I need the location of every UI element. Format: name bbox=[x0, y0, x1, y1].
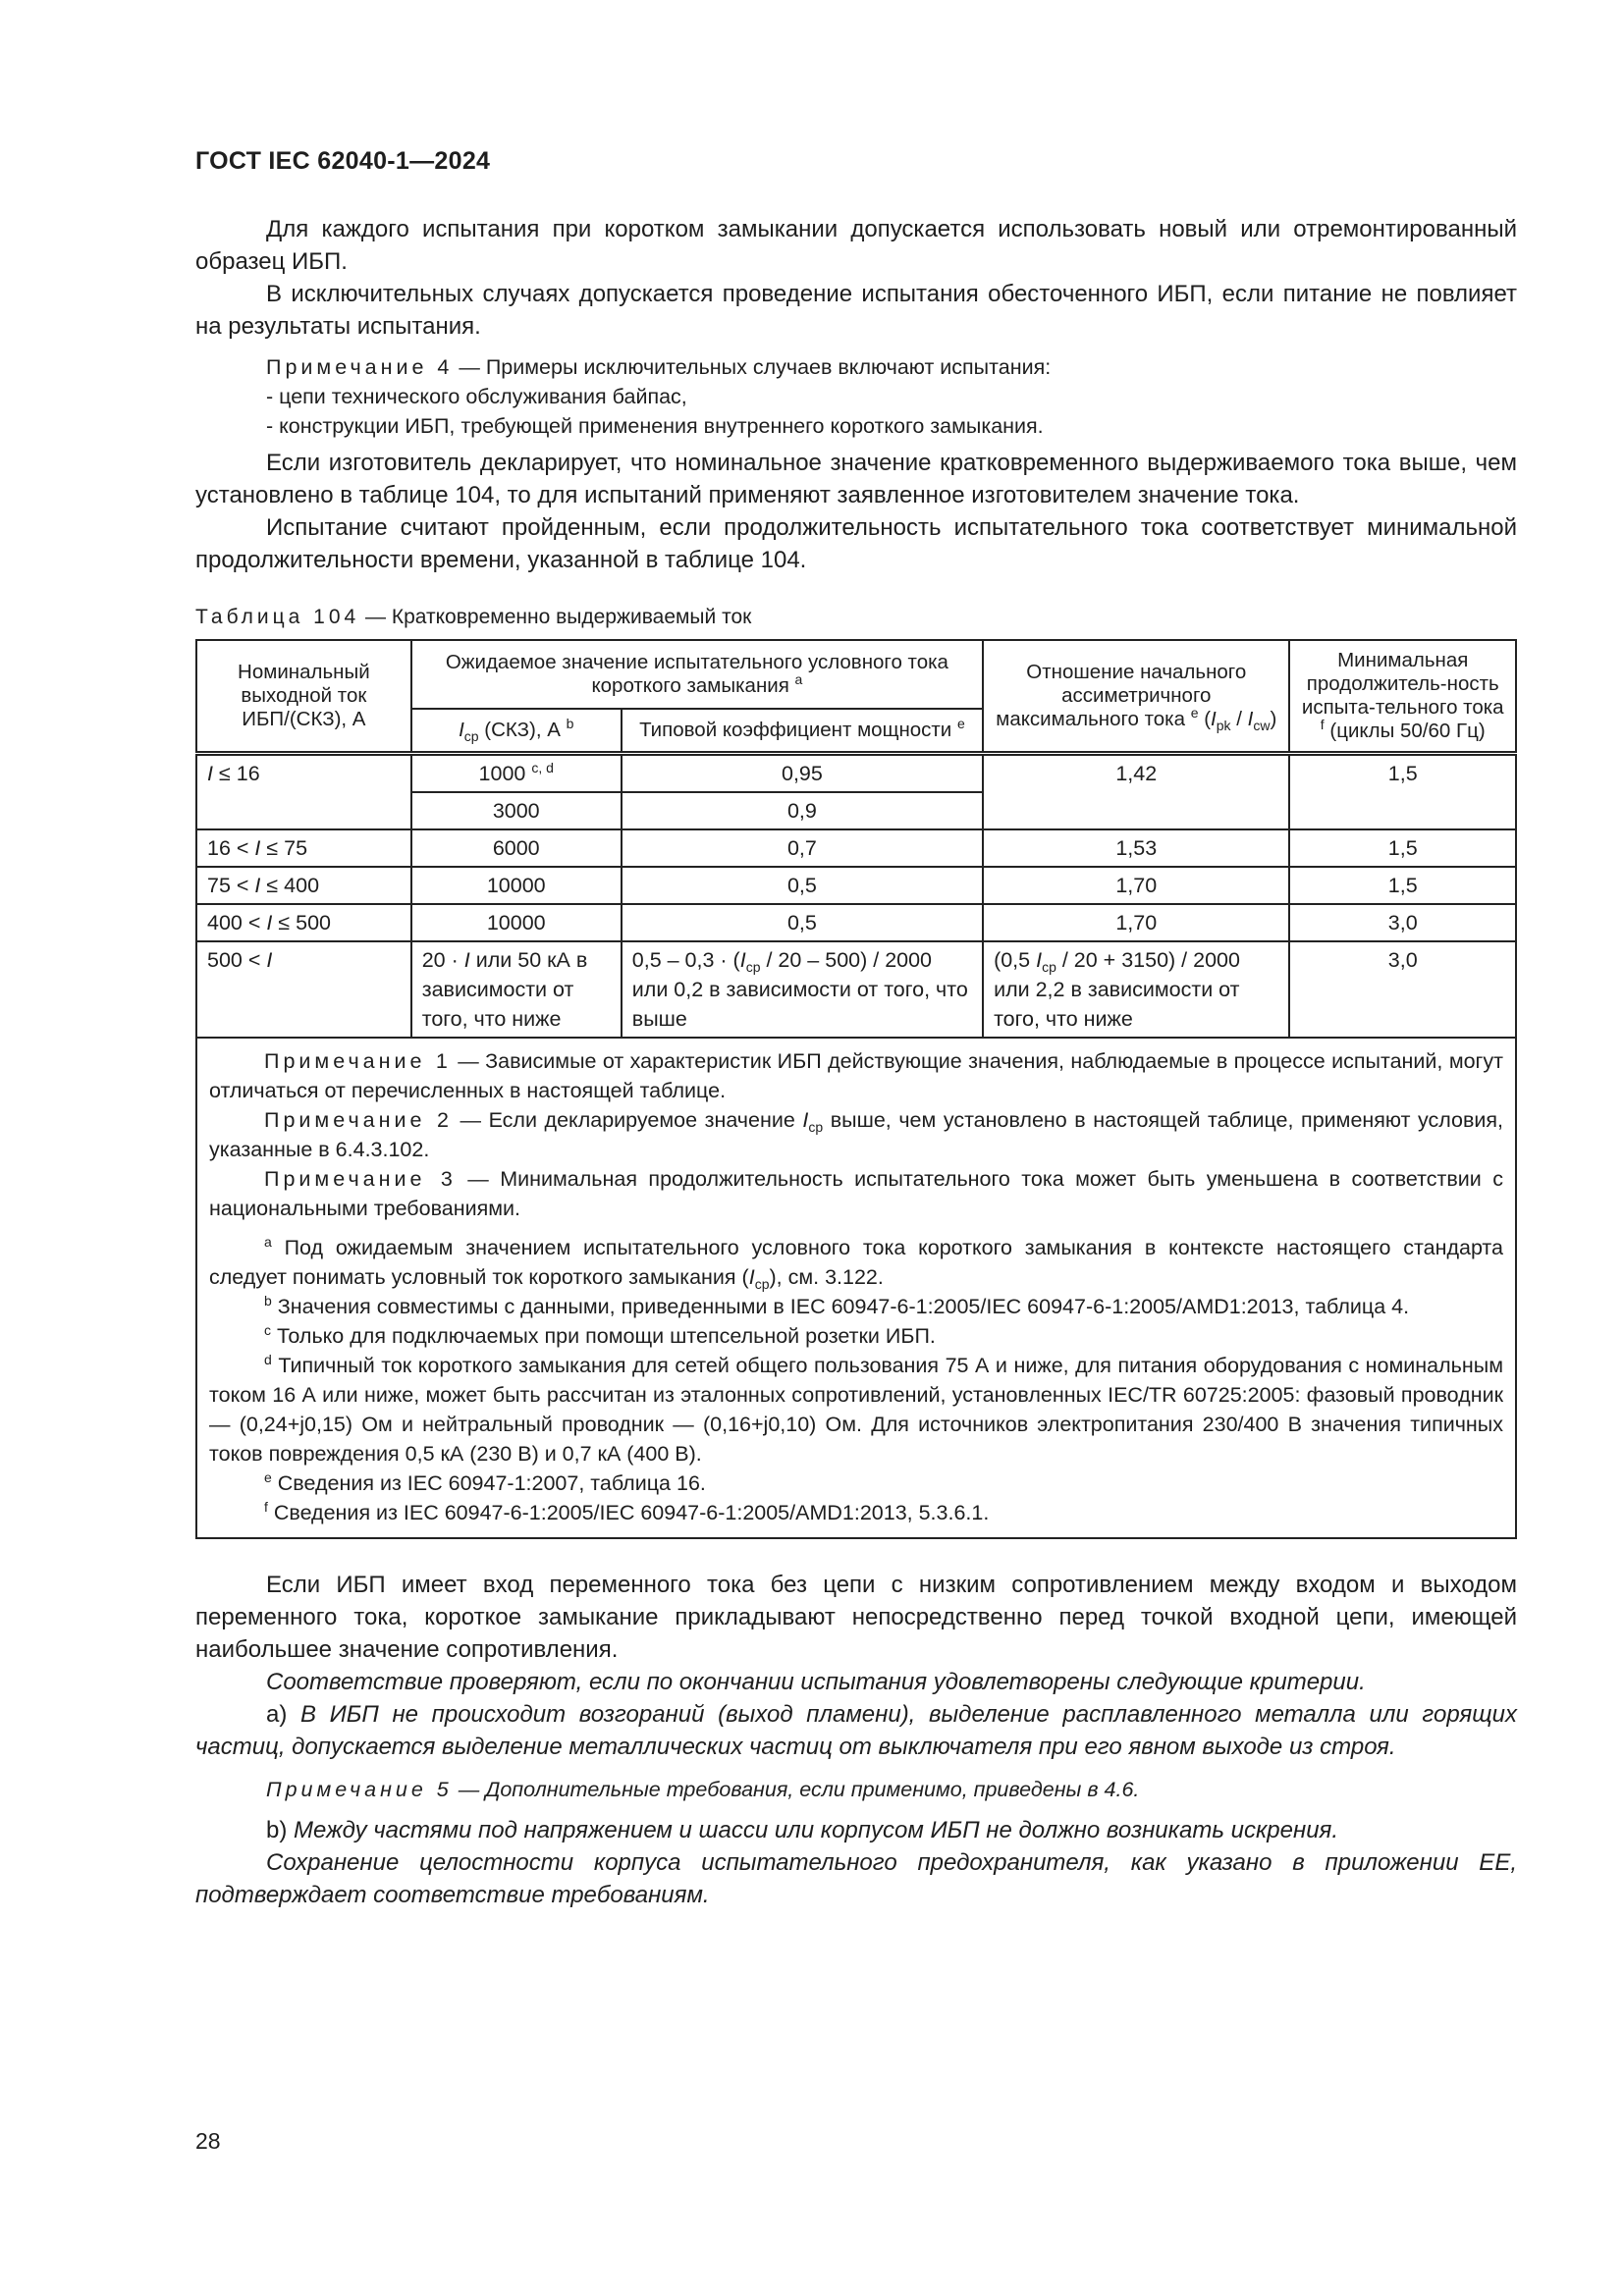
document-page bbox=[195, 147, 1517, 1911]
footnote-marker: a bbox=[264, 1234, 272, 1250]
note-5 bbox=[195, 1775, 1517, 1804]
text-segment: 20 · bbox=[421, 948, 464, 972]
text-segment: 16 < bbox=[207, 836, 255, 860]
text-segment: / bbox=[1230, 708, 1248, 730]
text-segment: — Если декларируемое значение bbox=[452, 1108, 803, 1132]
paragraph-compliance: Соответствие проверяют, если по окончании испытания удовлетворены следующие критерии. bbox=[266, 1669, 1366, 1695]
table-row bbox=[196, 867, 1516, 904]
text-segment: ≤ 500 bbox=[272, 911, 331, 934]
subscript: ср bbox=[463, 727, 479, 744]
cell-ratio bbox=[983, 941, 1289, 1038]
footnote-marker: c, d bbox=[531, 760, 554, 775]
cell-duration: 1,5 bbox=[1289, 754, 1516, 830]
criterion-text: В ИБП не происходит возгораний (выход пламени), выделение расплавленного металла или горящих частиц, допускается выделение металлических частиц от выключателя при его явном выходе из строя. bbox=[195, 1701, 1517, 1760]
caption-label: Таблица 104 bbox=[195, 606, 360, 628]
note-label: Примечание 1 bbox=[264, 1049, 452, 1073]
note-4 bbox=[195, 352, 1517, 441]
variable: I bbox=[463, 948, 470, 972]
criterion-b bbox=[195, 1814, 1517, 1846]
cell-range bbox=[196, 941, 411, 1038]
cell-ratio: 1,70 bbox=[983, 904, 1289, 941]
caption-text: — Кратковременно выдерживаемый ток bbox=[359, 606, 752, 628]
table-caption bbox=[195, 606, 1517, 629]
note-label: Примечание 3 bbox=[264, 1167, 457, 1191]
header-icp bbox=[411, 709, 622, 754]
paragraph: Для каждого испытания при коротком замыкании допускается использовать новый или отремонтированный образец ИБП. bbox=[195, 216, 1517, 275]
subscript: cw bbox=[1253, 718, 1271, 733]
text-segment: ≤ 16 bbox=[212, 762, 260, 785]
cell-range bbox=[196, 829, 411, 867]
footnote-marker: a bbox=[794, 670, 803, 687]
footnote-c bbox=[209, 1321, 1503, 1351]
text-segment: Только для подключаемых при помощи штепсельной розетки ИБП. bbox=[271, 1324, 936, 1348]
text-segment: / 20 – 500) / 2000 или 0,2 в зависимости от того, что выше bbox=[631, 948, 968, 1031]
table-note-2 bbox=[209, 1105, 1503, 1164]
text-segment: или 50 кА в зависимости от того, что ниже bbox=[421, 948, 588, 1031]
note-label: Примечание 5 bbox=[266, 1778, 453, 1801]
cell-pf: 0,5 bbox=[622, 904, 983, 941]
cell-duration: 3,0 bbox=[1289, 941, 1516, 1038]
paragraph: Если ИБП имеет вход переменного тока без цепи с низким сопротивлением между входом и выходом переменного тока, короткое замыкание прикладывают непосредственно перед точкой входной цепи, имеющей наибольшее значение сопротивления. bbox=[195, 1572, 1517, 1663]
header-nominal-current: Номинальный выходной ток ИБП/(СКЗ), А bbox=[196, 640, 411, 754]
cell-icp bbox=[411, 754, 622, 793]
text-segment: Значения совместимы с данными, приведенными в IEC 60947-6-1:2005/IEC 60947-6-1:2005/AMD1:2013, таблица 4. bbox=[271, 1295, 1410, 1318]
text-segment: Под ожидаемым значением испытательного условного тока короткого замыкания в контексте настоящего стандарта следует понимать условный ток короткого замыкания ( bbox=[209, 1236, 1503, 1289]
header-min-duration bbox=[1289, 640, 1516, 754]
footnote-marker: f bbox=[1320, 717, 1325, 732]
footnote-a bbox=[209, 1233, 1503, 1292]
note-label: Примечание 2 bbox=[264, 1108, 453, 1132]
cell-pf: 0,5 bbox=[622, 867, 983, 904]
cell-ratio: 1,53 bbox=[983, 829, 1289, 867]
cell-pf: 0,7 bbox=[622, 829, 983, 867]
footnote-e bbox=[209, 1468, 1503, 1498]
text-segment: Минимальная продолжитель-ность испыта-тельного тока bbox=[1301, 649, 1504, 719]
text-segment: (циклы 50/60 Гц) bbox=[1324, 720, 1486, 742]
variable: I bbox=[207, 762, 213, 785]
text-segment: Типичный ток короткого замыкания для сетей общего пользования 75 А и ниже, для питания оборудования с номинальным током 16 А или ниже, может быть рассчитан из эталонных сопротивлений, установленных IEC/TR 60725:2005: фазовый проводник — (0,24+j0,15) Ом и нейтральный проводник — (0,16+j0,10) Ом. Для источников электропитания 230/400 В значения типичных токов повреждения 0,5 кА (230 В) и 0,7 кА (400 В). bbox=[209, 1354, 1503, 1466]
variable: I bbox=[254, 836, 261, 860]
footnote-marker: b bbox=[566, 715, 574, 731]
text-segment: 500 < bbox=[207, 948, 267, 972]
cell-range bbox=[196, 754, 411, 830]
cell-pf bbox=[622, 941, 983, 1038]
variable: I bbox=[1211, 708, 1217, 730]
text-segment: 10000 bbox=[486, 874, 546, 897]
text-segment: Сведения из IEC 60947-6-1:2005/IEC 60947-6-1:2005/AMD1:2013, 5.3.6.1. bbox=[267, 1501, 990, 1524]
subscript: ср bbox=[745, 959, 761, 975]
footnote-marker: c bbox=[264, 1322, 271, 1338]
text-segment: 6000 bbox=[492, 836, 540, 860]
paragraph: Если изготовитель декларирует, что номинальное значение кратковременного выдерживаемого тока выше, чем установлено в таблице 104, то для испытаний применяют заявленное изготовителем значение тока. bbox=[195, 450, 1517, 508]
table-row bbox=[196, 829, 1516, 867]
footnote-marker: f bbox=[264, 1499, 268, 1515]
header-expected-current bbox=[411, 640, 983, 709]
table-104 bbox=[195, 639, 1517, 1539]
variable: I bbox=[266, 911, 273, 934]
header-power-factor bbox=[622, 709, 983, 754]
text-segment: (СКЗ), А bbox=[478, 718, 567, 741]
text-segment: 400 < bbox=[207, 911, 267, 934]
cell-range bbox=[196, 904, 411, 941]
text-segment: ≤ 75 bbox=[260, 836, 308, 860]
text-segment: ), см. 3.122. bbox=[769, 1265, 884, 1289]
cell-duration: 1,5 bbox=[1289, 867, 1516, 904]
cell-icp bbox=[411, 941, 622, 1038]
footnote-marker: e bbox=[264, 1469, 272, 1485]
subscript: ср bbox=[754, 1276, 770, 1292]
cell-duration: 1,5 bbox=[1289, 829, 1516, 867]
text-segment: 10000 bbox=[486, 911, 546, 934]
footnote-d bbox=[209, 1351, 1503, 1468]
paragraph: В исключительных случаях допускается проведение испытания обесточенного ИБП, если питание не повлияет на результаты испытания. bbox=[195, 281, 1517, 340]
text-segment: 1000 bbox=[478, 762, 532, 785]
table-notes-row bbox=[196, 1038, 1516, 1538]
cell-ratio: 1,70 bbox=[983, 867, 1289, 904]
cell-range bbox=[196, 867, 411, 904]
variable: I bbox=[748, 1265, 755, 1289]
text-segment: Типовой коэффициент мощности bbox=[639, 718, 957, 741]
table-row bbox=[196, 941, 1516, 1038]
criterion-a bbox=[195, 1698, 1517, 1763]
note-text: — Примеры исключительных случаев включают испытания: bbox=[453, 355, 1052, 379]
variable: I bbox=[266, 948, 273, 972]
variable: I bbox=[459, 718, 464, 741]
table-note-1 bbox=[209, 1046, 1503, 1105]
text-segment: Отношение начального ассиметричного максимального тока bbox=[996, 661, 1247, 730]
text-segment: ( bbox=[1198, 708, 1212, 730]
footnote-marker: b bbox=[264, 1293, 272, 1308]
text-segment: (0,5 bbox=[994, 948, 1037, 972]
variable: I bbox=[802, 1108, 809, 1132]
text-segment: / 20 + 3150) / 2000 или 2,2 в зависимости от того, что ниже bbox=[994, 948, 1240, 1031]
text-segment: — Зависимые от характеристик ИБП действующие значения, наблюдаемые в процессе испытаний, могут отличаться от перечисленных в настоящей таблице. bbox=[209, 1049, 1503, 1102]
cell-icp bbox=[411, 867, 622, 904]
text-segment: Сведения из IEC 60947-1:2007, таблица 16. bbox=[271, 1471, 706, 1495]
text-segment: выше, чем установлено в настоящей таблице, применяют условия, указанные в 6.4.3.102. bbox=[209, 1108, 1504, 1161]
criterion-text: Между частями под напряжением и шасси или корпусом ИБП не должно возникать искрения. bbox=[294, 1817, 1339, 1843]
footnote-marker: d bbox=[264, 1352, 272, 1367]
cell-icp bbox=[411, 829, 622, 867]
text-segment: Ожидаемое значение испытательного условного тока короткого замыкания bbox=[445, 650, 948, 697]
cell-icp bbox=[411, 792, 622, 829]
paragraph: Сохранение целостности корпуса испытательного предохранителя, как указано в приложении ЕЕ, подтверждает соответствие требованиям. bbox=[195, 1849, 1517, 1908]
table-note-3 bbox=[209, 1164, 1503, 1223]
note-label: Примечание 4 bbox=[266, 355, 454, 379]
footnote-marker: e bbox=[956, 715, 965, 731]
footnote-b bbox=[209, 1292, 1503, 1321]
note-text: — Дополнительные требования, если применимо, приведены в 4.6. bbox=[452, 1778, 1140, 1801]
note-item: - конструкции ИБП, требующей применения внутреннего короткого замыкания. bbox=[266, 414, 1044, 438]
variable: I bbox=[254, 874, 261, 897]
criterion-label: a) bbox=[266, 1701, 300, 1728]
table-row bbox=[196, 904, 1516, 941]
subscript: ср bbox=[808, 1119, 824, 1135]
subscript: ср bbox=[1042, 959, 1056, 975]
table-notes bbox=[196, 1038, 1516, 1538]
cell-pf: 0,9 bbox=[622, 792, 983, 829]
text-segment: — Минимальная продолжительность испытательного тока может быть уменьшена в соответствии с национальными требованиями. bbox=[209, 1167, 1503, 1220]
page-number: 28 bbox=[195, 2128, 221, 2154]
cell-icp bbox=[411, 904, 622, 941]
header-peak-ratio bbox=[983, 640, 1289, 754]
cell-duration: 3,0 bbox=[1289, 904, 1516, 941]
paragraph: Испытание считают пройденным, если продолжительность испытательного тока соответствует минимальной продолжительности времени, указанной в таблице 104. bbox=[195, 514, 1517, 573]
cell-pf: 0,95 bbox=[622, 754, 983, 793]
subscript: pk bbox=[1216, 718, 1231, 733]
footnote-f bbox=[209, 1498, 1503, 1527]
footnote-marker: e bbox=[1190, 705, 1199, 721]
note-item: - цепи технического обслуживания байпас, bbox=[266, 385, 687, 408]
text-segment: 0,5 – 0,3 · ( bbox=[631, 948, 740, 972]
text-segment: 3000 bbox=[492, 799, 540, 823]
cell-ratio: 1,42 bbox=[983, 754, 1289, 830]
variable: I bbox=[1036, 948, 1043, 972]
text-segment: 75 < bbox=[207, 874, 255, 897]
text-segment: ) bbox=[1270, 708, 1277, 730]
document-title: ГОСТ IEC 62040-1—2024 bbox=[195, 147, 491, 175]
variable: I bbox=[1247, 708, 1254, 730]
variable: I bbox=[739, 948, 746, 972]
table-row bbox=[196, 754, 1516, 793]
text-segment: ≤ 400 bbox=[260, 874, 320, 897]
criterion-label: b) bbox=[266, 1817, 295, 1843]
